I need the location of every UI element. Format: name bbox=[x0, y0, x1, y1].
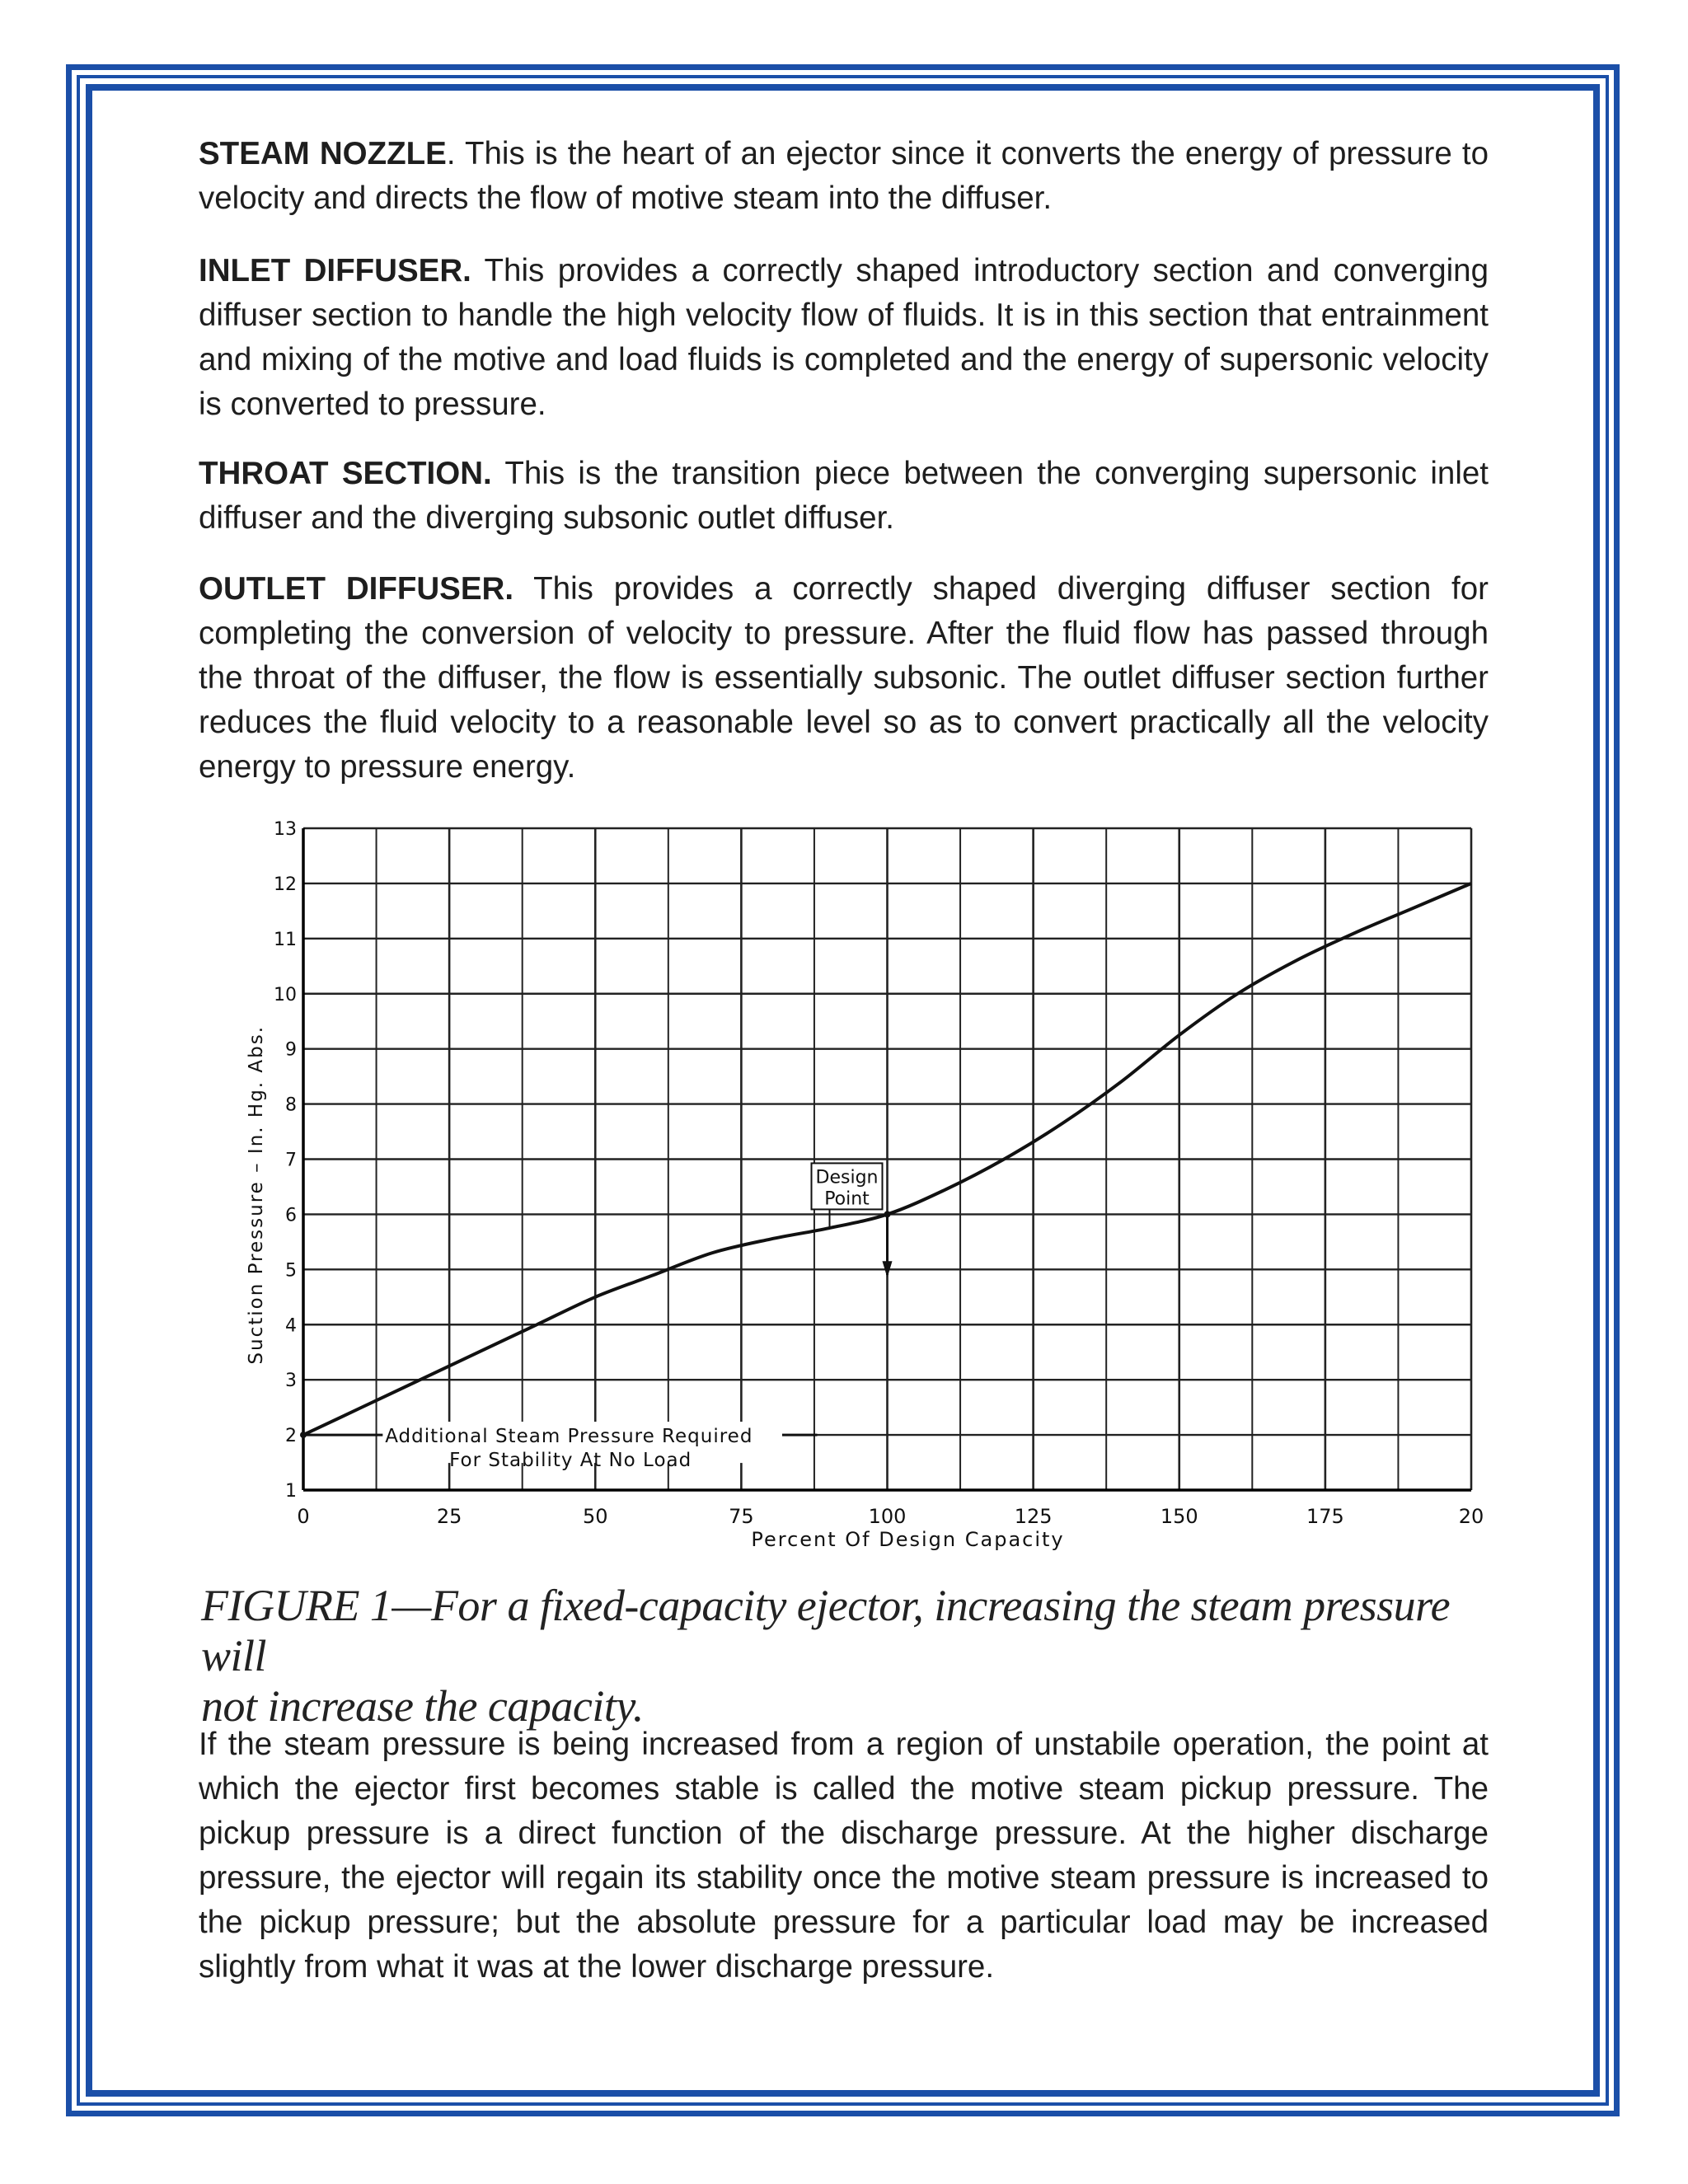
x-tick-label: 75 bbox=[729, 1505, 754, 1528]
x-tick-label: 175 bbox=[1306, 1505, 1344, 1528]
figure-caption bbox=[201, 1581, 1520, 1732]
figure-caption-line-1: FIGURE 1—For a fixed-capacity ejector, increasing the steam pressure will bbox=[201, 1581, 1451, 1680]
y-tick-label: 12 bbox=[274, 874, 297, 895]
design-point-label-line-2: Point bbox=[824, 1188, 870, 1210]
text-steam-nozzle: . This is the heart of an ejector since it converts the energy of pressure to velocity and directs the flow of motive steam into the diffuser. bbox=[199, 136, 1489, 216]
text-pickup-pressure: If the steam pressure is being increased from a region of unstabile operation, the point at which the ejector first becomes stable is called the motive steam pickup pressure. The pickup pressure is a direct function of the discharge pressure. At the higher discharge pressure, the ejector will regain its stability once the motive steam pressure is increased to the pickup pressure; but the absolute pressure for a particular load may be increased slightly from what it was at the lower discharge pressure. bbox=[199, 1727, 1489, 1985]
annotation-line-1: Additional Steam Pressure Required bbox=[385, 1426, 753, 1448]
text-inlet-diffuser: This provides a correctly shaped introductory section and converging diffuser section to handle the high velocity flow of fluids. It is in this section that entrainment and mixing of the motive and load fluids is completed and the energy of supersonic velocity is converted to pressure. bbox=[199, 253, 1489, 422]
paragraph-pickup-pressure bbox=[199, 1722, 1489, 1990]
x-tick-label: 50 bbox=[582, 1505, 608, 1528]
heading-throat-section: THROAT SECTION. bbox=[199, 456, 492, 491]
design-point-dot bbox=[884, 1211, 891, 1217]
x-tick-label: 100 bbox=[868, 1505, 907, 1528]
x-tick-label: 125 bbox=[1014, 1505, 1053, 1528]
y-tick-label: 10 bbox=[274, 984, 297, 1005]
y-axis-title: Suction Pressure – In. Hg. Abs. bbox=[246, 1024, 267, 1365]
text-outlet-diffuser: This provides a correctly shaped diverging diffuser section for completing the conversion of velocity to pressure. After the fluid flow has passed through the throat of the diffuser, the flow is essentially subsonic. The outlet diffuser section further reduces the fluid velocity to a reasonable level so as to convert practically all the velocity energy to pressure energy. bbox=[199, 571, 1489, 785]
y-tick-label: 13 bbox=[274, 819, 297, 840]
y-tick-label: 9 bbox=[285, 1039, 297, 1061]
figure-caption-line-2: not increase the capacity. bbox=[201, 1681, 644, 1731]
y-tick-label: 6 bbox=[285, 1205, 297, 1226]
x-tick-label: 20 bbox=[1458, 1505, 1484, 1528]
annotation-line-2: For Stability At No Load bbox=[449, 1450, 692, 1472]
design-point-label-line-1: Design bbox=[815, 1167, 879, 1188]
x-tick-label: 0 bbox=[297, 1505, 310, 1528]
y-tick-label: 11 bbox=[274, 929, 297, 950]
y-tick-label: 3 bbox=[285, 1371, 297, 1392]
x-axis-title: Percent Of Design Capacity bbox=[751, 1528, 1065, 1551]
heading-outlet-diffuser: OUTLET DIFFUSER. bbox=[199, 571, 514, 607]
text-throat-section: This is the transition piece between the converging supersonic inlet diffuser and the diverging subsonic outlet diffuser. bbox=[199, 456, 1489, 536]
x-tick-label: 150 bbox=[1160, 1505, 1198, 1528]
y-tick-label: 4 bbox=[285, 1315, 297, 1337]
heading-inlet-diffuser: INLET DIFFUSER. bbox=[199, 253, 471, 288]
y-tick-label: 8 bbox=[285, 1094, 297, 1116]
annotation-start-dot bbox=[300, 1432, 307, 1438]
y-tick-label: 1 bbox=[285, 1481, 297, 1502]
y-tick-label: 5 bbox=[285, 1260, 297, 1282]
y-tick-label: 7 bbox=[285, 1150, 297, 1171]
x-tick-label: 25 bbox=[436, 1505, 462, 1528]
heading-steam-nozzle: STEAM NOZZLE bbox=[199, 136, 447, 171]
y-tick-label: 2 bbox=[285, 1426, 297, 1447]
